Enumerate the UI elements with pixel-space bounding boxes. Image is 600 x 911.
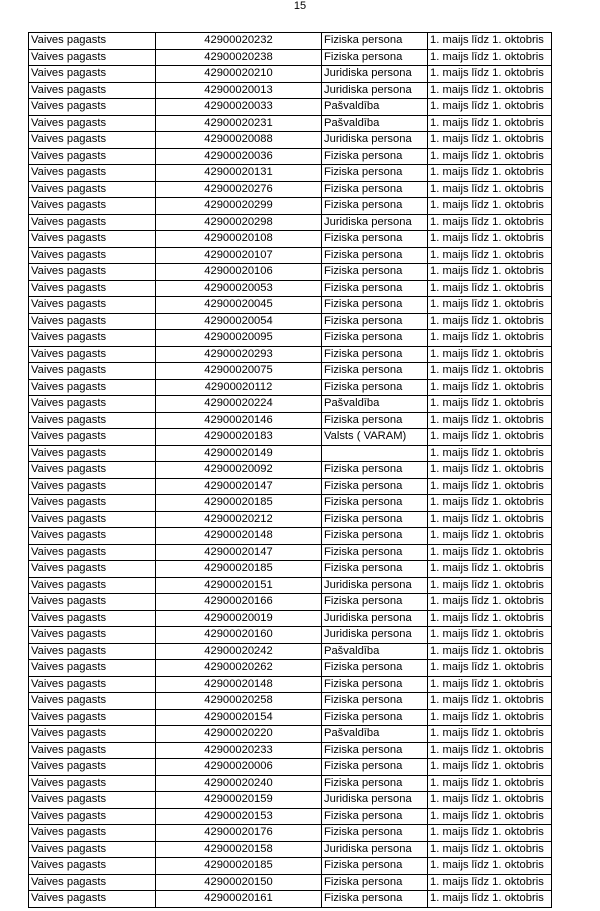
cell-cadastral-number: 42900020242 bbox=[156, 643, 322, 660]
table-row bbox=[29, 495, 552, 512]
cell-cadastral-number: 42900020146 bbox=[156, 412, 322, 429]
cell-parish: Vaives pagasts bbox=[29, 396, 156, 413]
cell-period: 1. maijs līdz 1. oktobris bbox=[428, 874, 552, 891]
cell-owner-type: Pašvaldība bbox=[322, 115, 428, 132]
cell-cadastral-number: 42900020176 bbox=[156, 825, 322, 842]
cell-parish: Vaives pagasts bbox=[29, 115, 156, 132]
cell-period: 1. maijs līdz 1. oktobris bbox=[428, 165, 552, 182]
cell-period: 1. maijs līdz 1. oktobris bbox=[428, 297, 552, 314]
cell-owner-type: Fiziska persona bbox=[322, 495, 428, 512]
table-row bbox=[29, 577, 552, 594]
cell-cadastral-number: 42900020183 bbox=[156, 429, 322, 446]
table-row bbox=[29, 792, 552, 809]
cell-cadastral-number: 42900020154 bbox=[156, 709, 322, 726]
cell-cadastral-number: 42900020160 bbox=[156, 627, 322, 644]
cell-owner-type: Pašvaldība bbox=[322, 99, 428, 116]
cell-parish: Vaives pagasts bbox=[29, 825, 156, 842]
cell-parish: Vaives pagasts bbox=[29, 445, 156, 462]
cell-parish: Vaives pagasts bbox=[29, 709, 156, 726]
table-row bbox=[29, 462, 552, 479]
cell-owner-type: Fiziska persona bbox=[322, 330, 428, 347]
cell-cadastral-number: 42900020019 bbox=[156, 610, 322, 627]
cell-parish: Vaives pagasts bbox=[29, 214, 156, 231]
cell-cadastral-number: 42900020150 bbox=[156, 874, 322, 891]
cell-cadastral-number: 42900020095 bbox=[156, 330, 322, 347]
cell-owner-type: Fiziska persona bbox=[322, 148, 428, 165]
cell-parish: Vaives pagasts bbox=[29, 132, 156, 149]
cell-period: 1. maijs līdz 1. oktobris bbox=[428, 693, 552, 710]
cell-parish: Vaives pagasts bbox=[29, 313, 156, 330]
cell-period: 1. maijs līdz 1. oktobris bbox=[428, 676, 552, 693]
cell-parish: Vaives pagasts bbox=[29, 379, 156, 396]
cell-cadastral-number: 42900020148 bbox=[156, 676, 322, 693]
cell-cadastral-number: 42900020293 bbox=[156, 346, 322, 363]
cell-owner-type: Fiziska persona bbox=[322, 379, 428, 396]
cell-parish: Vaives pagasts bbox=[29, 693, 156, 710]
table-row bbox=[29, 99, 552, 116]
table-row bbox=[29, 445, 552, 462]
cell-owner-type: Valsts ( VARAM) bbox=[322, 429, 428, 446]
cell-period: 1. maijs līdz 1. oktobris bbox=[428, 528, 552, 545]
cell-owner-type: Fiziska persona bbox=[322, 297, 428, 314]
cell-parish: Vaives pagasts bbox=[29, 577, 156, 594]
cell-owner-type: Fiziska persona bbox=[322, 49, 428, 66]
cell-parish: Vaives pagasts bbox=[29, 759, 156, 776]
cell-period: 1. maijs līdz 1. oktobris bbox=[428, 82, 552, 99]
table-row bbox=[29, 726, 552, 743]
cell-cadastral-number: 42900020053 bbox=[156, 280, 322, 297]
cell-owner-type: Fiziska persona bbox=[322, 412, 428, 429]
cell-cadastral-number: 42900020158 bbox=[156, 841, 322, 858]
cell-parish: Vaives pagasts bbox=[29, 841, 156, 858]
cell-parish: Vaives pagasts bbox=[29, 330, 156, 347]
cell-cadastral-number: 42900020258 bbox=[156, 693, 322, 710]
cell-period: 1. maijs līdz 1. oktobris bbox=[428, 181, 552, 198]
cell-cadastral-number: 42900020107 bbox=[156, 247, 322, 264]
cell-owner-type: Fiziska persona bbox=[322, 858, 428, 875]
cell-parish: Vaives pagasts bbox=[29, 561, 156, 578]
table-row bbox=[29, 379, 552, 396]
cell-parish: Vaives pagasts bbox=[29, 528, 156, 545]
cell-owner-type: Fiziska persona bbox=[322, 231, 428, 248]
table-row bbox=[29, 660, 552, 677]
cell-period: 1. maijs līdz 1. oktobris bbox=[428, 148, 552, 165]
cell-cadastral-number: 42900020220 bbox=[156, 726, 322, 743]
cell-owner-type: Fiziska persona bbox=[322, 825, 428, 842]
table-row bbox=[29, 594, 552, 611]
cell-parish: Vaives pagasts bbox=[29, 181, 156, 198]
table-row bbox=[29, 181, 552, 198]
cell-parish: Vaives pagasts bbox=[29, 99, 156, 116]
cell-period: 1. maijs līdz 1. oktobris bbox=[428, 346, 552, 363]
cell-parish: Vaives pagasts bbox=[29, 231, 156, 248]
cell-parish: Vaives pagasts bbox=[29, 495, 156, 512]
cell-owner-type: Juridiska persona bbox=[322, 610, 428, 627]
cell-cadastral-number: 42900020298 bbox=[156, 214, 322, 231]
cell-parish: Vaives pagasts bbox=[29, 148, 156, 165]
cell-parish: Vaives pagasts bbox=[29, 858, 156, 875]
cell-parish: Vaives pagasts bbox=[29, 511, 156, 528]
table-row bbox=[29, 858, 552, 875]
cell-period: 1. maijs līdz 1. oktobris bbox=[428, 511, 552, 528]
table-row bbox=[29, 82, 552, 99]
cell-parish: Vaives pagasts bbox=[29, 429, 156, 446]
cell-owner-type: Fiziska persona bbox=[322, 346, 428, 363]
cell-owner-type: Fiziska persona bbox=[322, 280, 428, 297]
cell-period: 1. maijs līdz 1. oktobris bbox=[428, 627, 552, 644]
cell-owner-type: Fiziska persona bbox=[322, 594, 428, 611]
table-row bbox=[29, 742, 552, 759]
table-row bbox=[29, 247, 552, 264]
cell-cadastral-number: 42900020045 bbox=[156, 297, 322, 314]
table-row bbox=[29, 346, 552, 363]
table-row bbox=[29, 561, 552, 578]
table-row bbox=[29, 429, 552, 446]
cell-period: 1. maijs līdz 1. oktobris bbox=[428, 115, 552, 132]
cell-owner-type: Fiziska persona bbox=[322, 808, 428, 825]
cell-owner-type: Fiziska persona bbox=[322, 561, 428, 578]
cell-cadastral-number: 42900020231 bbox=[156, 115, 322, 132]
cell-parish: Vaives pagasts bbox=[29, 676, 156, 693]
cell-period: 1. maijs līdz 1. oktobris bbox=[428, 643, 552, 660]
cell-parish: Vaives pagasts bbox=[29, 462, 156, 479]
cell-cadastral-number: 42900020166 bbox=[156, 594, 322, 611]
cell-cadastral-number: 42900020033 bbox=[156, 99, 322, 116]
cell-parish: Vaives pagasts bbox=[29, 742, 156, 759]
cell-owner-type: Fiziska persona bbox=[322, 247, 428, 264]
cell-cadastral-number: 42900020147 bbox=[156, 544, 322, 561]
cell-parish: Vaives pagasts bbox=[29, 891, 156, 908]
cell-parish: Vaives pagasts bbox=[29, 49, 156, 66]
table-row bbox=[29, 709, 552, 726]
table-row bbox=[29, 115, 552, 132]
page-number: 15 bbox=[293, 0, 307, 12]
cell-period: 1. maijs līdz 1. oktobris bbox=[428, 198, 552, 215]
cell-period: 1. maijs līdz 1. oktobris bbox=[428, 231, 552, 248]
table-row bbox=[29, 66, 552, 83]
table-row bbox=[29, 478, 552, 495]
cell-period: 1. maijs līdz 1. oktobris bbox=[428, 66, 552, 83]
cell-cadastral-number: 42900020112 bbox=[156, 379, 322, 396]
cell-owner-type: Fiziska persona bbox=[322, 742, 428, 759]
cell-parish: Vaives pagasts bbox=[29, 660, 156, 677]
cell-period: 1. maijs līdz 1. oktobris bbox=[428, 742, 552, 759]
cell-owner-type: Fiziska persona bbox=[322, 33, 428, 50]
cell-cadastral-number: 42900020106 bbox=[156, 264, 322, 281]
cell-cadastral-number: 42900020185 bbox=[156, 561, 322, 578]
cell-owner-type: Fiziska persona bbox=[322, 544, 428, 561]
cell-owner-type: Fiziska persona bbox=[322, 313, 428, 330]
cell-parish: Vaives pagasts bbox=[29, 627, 156, 644]
cell-cadastral-number: 42900020131 bbox=[156, 165, 322, 182]
cell-period: 1. maijs līdz 1. oktobris bbox=[428, 841, 552, 858]
table-row bbox=[29, 825, 552, 842]
cell-cadastral-number: 42900020108 bbox=[156, 231, 322, 248]
cell-owner-type: Fiziska persona bbox=[322, 528, 428, 545]
cell-period: 1. maijs līdz 1. oktobris bbox=[428, 214, 552, 231]
cell-period: 1. maijs līdz 1. oktobris bbox=[428, 412, 552, 429]
cell-owner-type: Fiziska persona bbox=[322, 198, 428, 215]
cell-cadastral-number: 42900020210 bbox=[156, 66, 322, 83]
cell-parish: Vaives pagasts bbox=[29, 280, 156, 297]
cell-period: 1. maijs līdz 1. oktobris bbox=[428, 49, 552, 66]
cell-cadastral-number: 42900020075 bbox=[156, 363, 322, 380]
cell-period: 1. maijs līdz 1. oktobris bbox=[428, 858, 552, 875]
cell-cadastral-number: 42900020299 bbox=[156, 198, 322, 215]
cell-cadastral-number: 42900020185 bbox=[156, 495, 322, 512]
cell-owner-type: Fiziska persona bbox=[322, 181, 428, 198]
cell-parish: Vaives pagasts bbox=[29, 33, 156, 50]
cell-period: 1. maijs līdz 1. oktobris bbox=[428, 330, 552, 347]
cell-parish: Vaives pagasts bbox=[29, 726, 156, 743]
cell-owner-type: Juridiska persona bbox=[322, 66, 428, 83]
cell-cadastral-number: 42900020036 bbox=[156, 148, 322, 165]
cell-owner-type: Fiziska persona bbox=[322, 891, 428, 908]
cell-parish: Vaives pagasts bbox=[29, 412, 156, 429]
cell-period: 1. maijs līdz 1. oktobris bbox=[428, 379, 552, 396]
cell-cadastral-number: 42900020013 bbox=[156, 82, 322, 99]
cell-cadastral-number: 42900020088 bbox=[156, 132, 322, 149]
cell-parish: Vaives pagasts bbox=[29, 478, 156, 495]
cell-parish: Vaives pagasts bbox=[29, 594, 156, 611]
cell-cadastral-number: 42900020006 bbox=[156, 759, 322, 776]
cell-owner-type: Fiziska persona bbox=[322, 264, 428, 281]
cell-owner-type: Fiziska persona bbox=[322, 363, 428, 380]
cell-parish: Vaives pagasts bbox=[29, 264, 156, 281]
table-row bbox=[29, 231, 552, 248]
cell-period: 1. maijs līdz 1. oktobris bbox=[428, 660, 552, 677]
cell-cadastral-number: 42900020161 bbox=[156, 891, 322, 908]
cell-cadastral-number: 42900020185 bbox=[156, 858, 322, 875]
cell-owner-type: Pašvaldība bbox=[322, 726, 428, 743]
cell-period: 1. maijs līdz 1. oktobris bbox=[428, 792, 552, 809]
table-row bbox=[29, 297, 552, 314]
cell-period: 1. maijs līdz 1. oktobris bbox=[428, 825, 552, 842]
cell-owner-type: Fiziska persona bbox=[322, 660, 428, 677]
cell-cadastral-number: 42900020149 bbox=[156, 445, 322, 462]
table-row bbox=[29, 528, 552, 545]
cell-period: 1. maijs līdz 1. oktobris bbox=[428, 594, 552, 611]
table-row bbox=[29, 808, 552, 825]
table-row bbox=[29, 396, 552, 413]
land-parcel-table bbox=[28, 32, 552, 908]
cell-owner-type: Fiziska persona bbox=[322, 478, 428, 495]
table-row bbox=[29, 363, 552, 380]
table-row bbox=[29, 280, 552, 297]
table-row bbox=[29, 49, 552, 66]
cell-period: 1. maijs līdz 1. oktobris bbox=[428, 478, 552, 495]
table-row bbox=[29, 693, 552, 710]
cell-parish: Vaives pagasts bbox=[29, 346, 156, 363]
table-row bbox=[29, 874, 552, 891]
table-row bbox=[29, 33, 552, 50]
cell-owner-type: Fiziska persona bbox=[322, 165, 428, 182]
table-body bbox=[29, 33, 552, 908]
cell-parish: Vaives pagasts bbox=[29, 363, 156, 380]
cell-owner-type: Juridiska persona bbox=[322, 82, 428, 99]
cell-period: 1. maijs līdz 1. oktobris bbox=[428, 726, 552, 743]
cell-owner-type: Pašvaldība bbox=[322, 643, 428, 660]
cell-owner-type: Pašvaldība bbox=[322, 396, 428, 413]
cell-period: 1. maijs līdz 1. oktobris bbox=[428, 429, 552, 446]
cell-parish: Vaives pagasts bbox=[29, 874, 156, 891]
table-row bbox=[29, 643, 552, 660]
cell-owner-type: Fiziska persona bbox=[322, 693, 428, 710]
table-row bbox=[29, 165, 552, 182]
table-row bbox=[29, 759, 552, 776]
cell-cadastral-number: 42900020262 bbox=[156, 660, 322, 677]
cell-owner-type: Fiziska persona bbox=[322, 709, 428, 726]
cell-owner-type: Juridiska persona bbox=[322, 627, 428, 644]
table-row bbox=[29, 775, 552, 792]
cell-period: 1. maijs līdz 1. oktobris bbox=[428, 577, 552, 594]
table-row bbox=[29, 330, 552, 347]
cell-parish: Vaives pagasts bbox=[29, 198, 156, 215]
cell-owner-type: Fiziska persona bbox=[322, 759, 428, 776]
cell-period: 1. maijs līdz 1. oktobris bbox=[428, 396, 552, 413]
cell-parish: Vaives pagasts bbox=[29, 643, 156, 660]
table-row bbox=[29, 198, 552, 215]
cell-parish: Vaives pagasts bbox=[29, 165, 156, 182]
cell-period: 1. maijs līdz 1. oktobris bbox=[428, 495, 552, 512]
cell-period: 1. maijs līdz 1. oktobris bbox=[428, 33, 552, 50]
cell-cadastral-number: 42900020054 bbox=[156, 313, 322, 330]
table-row bbox=[29, 676, 552, 693]
cell-owner-type: Fiziska persona bbox=[322, 511, 428, 528]
table-row bbox=[29, 610, 552, 627]
cell-cadastral-number: 42900020212 bbox=[156, 511, 322, 528]
cell-period: 1. maijs līdz 1. oktobris bbox=[428, 610, 552, 627]
cell-period: 1. maijs līdz 1. oktobris bbox=[428, 462, 552, 479]
cell-parish: Vaives pagasts bbox=[29, 247, 156, 264]
cell-period: 1. maijs līdz 1. oktobris bbox=[428, 363, 552, 380]
cell-period: 1. maijs līdz 1. oktobris bbox=[428, 561, 552, 578]
cell-period: 1. maijs līdz 1. oktobris bbox=[428, 891, 552, 908]
cell-cadastral-number: 42900020092 bbox=[156, 462, 322, 479]
cell-period: 1. maijs līdz 1. oktobris bbox=[428, 808, 552, 825]
table-row bbox=[29, 841, 552, 858]
cell-period: 1. maijs līdz 1. oktobris bbox=[428, 280, 552, 297]
cell-period: 1. maijs līdz 1. oktobris bbox=[428, 264, 552, 281]
cell-parish: Vaives pagasts bbox=[29, 775, 156, 792]
cell-owner-type: Fiziska persona bbox=[322, 676, 428, 693]
cell-parish: Vaives pagasts bbox=[29, 610, 156, 627]
cell-cadastral-number: 42900020240 bbox=[156, 775, 322, 792]
cell-cadastral-number: 42900020232 bbox=[156, 33, 322, 50]
cell-period: 1. maijs līdz 1. oktobris bbox=[428, 445, 552, 462]
cell-parish: Vaives pagasts bbox=[29, 82, 156, 99]
cell-parish: Vaives pagasts bbox=[29, 808, 156, 825]
cell-parish: Vaives pagasts bbox=[29, 297, 156, 314]
cell-cadastral-number: 42900020276 bbox=[156, 181, 322, 198]
table-row bbox=[29, 511, 552, 528]
cell-cadastral-number: 42900020238 bbox=[156, 49, 322, 66]
cell-parish: Vaives pagasts bbox=[29, 792, 156, 809]
cell-owner-type: Juridiska persona bbox=[322, 792, 428, 809]
cell-period: 1. maijs līdz 1. oktobris bbox=[428, 99, 552, 116]
cell-owner-type bbox=[322, 445, 428, 462]
cell-cadastral-number: 42900020148 bbox=[156, 528, 322, 545]
cell-cadastral-number: 42900020153 bbox=[156, 808, 322, 825]
table-row bbox=[29, 544, 552, 561]
cell-period: 1. maijs līdz 1. oktobris bbox=[428, 709, 552, 726]
cell-period: 1. maijs līdz 1. oktobris bbox=[428, 247, 552, 264]
table-row bbox=[29, 264, 552, 281]
table-row bbox=[29, 214, 552, 231]
cell-cadastral-number: 42900020159 bbox=[156, 792, 322, 809]
cell-parish: Vaives pagasts bbox=[29, 544, 156, 561]
table-row bbox=[29, 148, 552, 165]
cell-cadastral-number: 42900020147 bbox=[156, 478, 322, 495]
cell-period: 1. maijs līdz 1. oktobris bbox=[428, 775, 552, 792]
cell-owner-type: Fiziska persona bbox=[322, 462, 428, 479]
cell-period: 1. maijs līdz 1. oktobris bbox=[428, 132, 552, 149]
table-row bbox=[29, 627, 552, 644]
cell-cadastral-number: 42900020224 bbox=[156, 396, 322, 413]
cell-cadastral-number: 42900020151 bbox=[156, 577, 322, 594]
cell-period: 1. maijs līdz 1. oktobris bbox=[428, 759, 552, 776]
cell-owner-type: Fiziska persona bbox=[322, 874, 428, 891]
table-row bbox=[29, 891, 552, 908]
cell-owner-type: Juridiska persona bbox=[322, 214, 428, 231]
cell-period: 1. maijs līdz 1. oktobris bbox=[428, 313, 552, 330]
table-row bbox=[29, 412, 552, 429]
cell-owner-type: Juridiska persona bbox=[322, 132, 428, 149]
cell-owner-type: Juridiska persona bbox=[322, 841, 428, 858]
cell-cadastral-number: 42900020233 bbox=[156, 742, 322, 759]
cell-owner-type: Juridiska persona bbox=[322, 577, 428, 594]
table-row bbox=[29, 313, 552, 330]
cell-period: 1. maijs līdz 1. oktobris bbox=[428, 544, 552, 561]
cell-parish: Vaives pagasts bbox=[29, 66, 156, 83]
table-row bbox=[29, 132, 552, 149]
cell-owner-type: Fiziska persona bbox=[322, 775, 428, 792]
